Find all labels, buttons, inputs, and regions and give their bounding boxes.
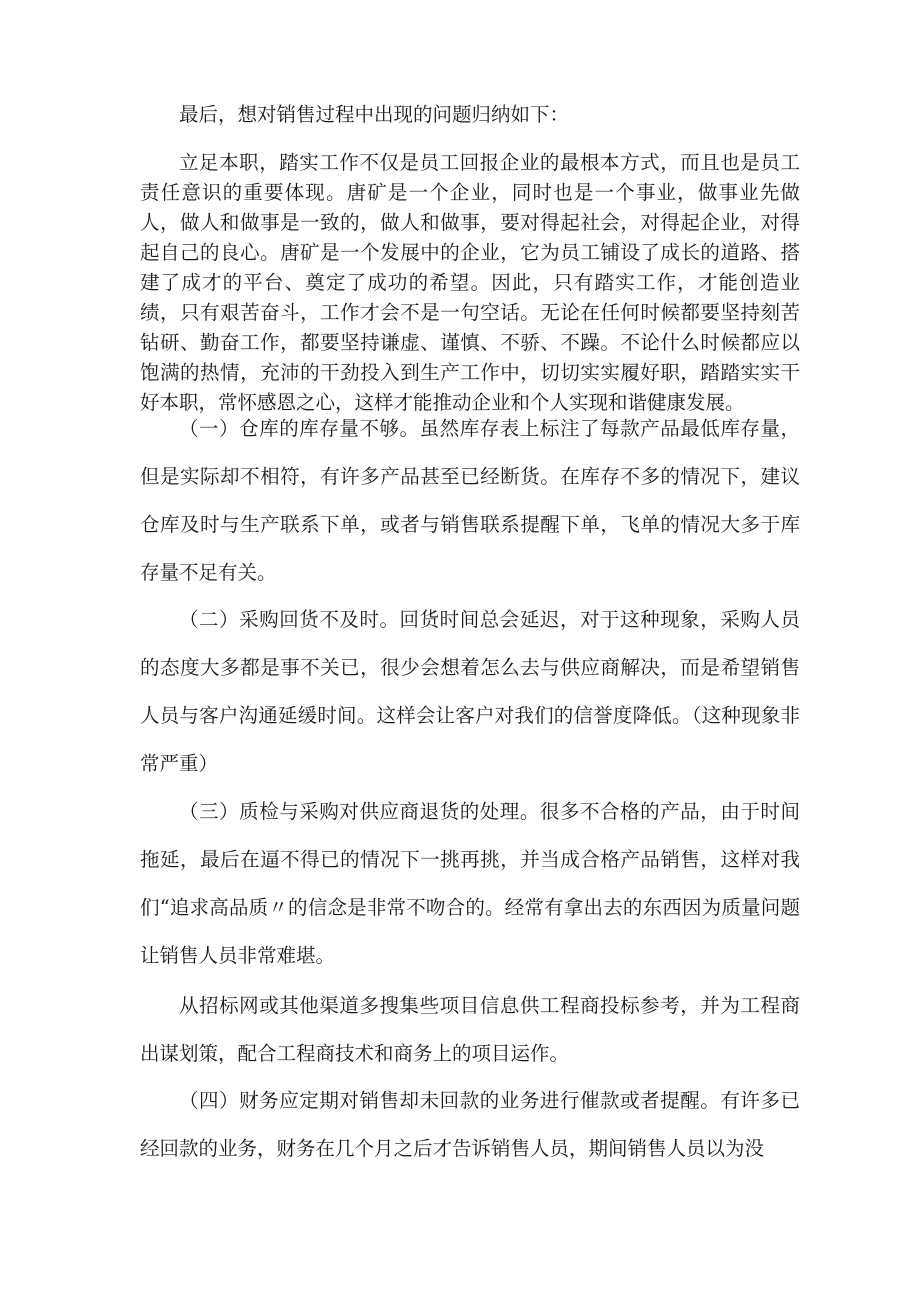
paragraph-issue-2: （二）采购回货不及时。回货时间总会延迟，对于这种现象，采购人员的态度大多都是事不关已，很少会想着怎么去与供应商解决，而是希望销售人员与客户沟通延缓时间。这样会让客户对我们的信誉度降低。（这种现象非常严重）: [140, 608, 800, 775]
paragraph-bidding: 从招标网或其他渠道多搜集些项目信息供工程商投标参考，并为工程商出谋划策，配合工程商技术和商务上的项目运作。: [140, 994, 800, 1065]
paragraph-issue-3: （三）质检与采购对供应商退货的处理。很多不合格的产品，由于时间拖延，最后在逼不得已的情况下一挑再挑，并当成合格产品销售，这样对我们“追求高品质〃的信念是非常不吻合的。经常有拿出去的东西因为质量问题让销售人员非常难堪。: [140, 800, 800, 967]
paragraph-work-attitude: 立足本职，踏实工作不仅是员工回报企业的最根本方式，而且也是员工责任意识的重要体现。唐矿是一个企业，同时也是一个事业，做事业先做人，做人和做事是一致的，做人和做事，要对得起社会，对得起企业，对得起自己的良心。唐矿是一个发展中的企业，它为员工铺设了成长的道路、搭建了成才的平台、奠定了成功的希望。因此，只有踏实工作，才能创造业绩，只有艰苦奋斗，工作才会不是一句空话。无论在任何时候都要坚持刻苦钻研、勤奋工作，都要坚持谦虚、谨慎、不骄、不躁。不论什么时候都应以饱满的热情，充沛的干劲投入到生产工作中，切切实实履好职，踏踏实实干好本职，常怀感恩之心，这样才能推动企业和个人实现和谐健康发展。: [140, 151, 800, 414]
paragraph-intro: 最后，想对销售过程中出现的问题归纳如下：: [179, 103, 570, 126]
paragraph-issue-1: （一）仓库的库存量不够。虽然库存表上标注了每款产品最低库存量，但是实际却不相符，有许多产品甚至已经断货。在库存不多的情况下，建议仓库及时与生产联系下单，或者与销售联系提醒下单，飞单的情况大多于库存量不足有关。: [140, 417, 800, 584]
paragraph-issue-4: （四）财务应定期对销售却未回款的业务进行催款或者提醒。有许多已经回款的业务，财务在几个月之后才告诉销售人员，期间销售人员以为没: [140, 1089, 800, 1160]
